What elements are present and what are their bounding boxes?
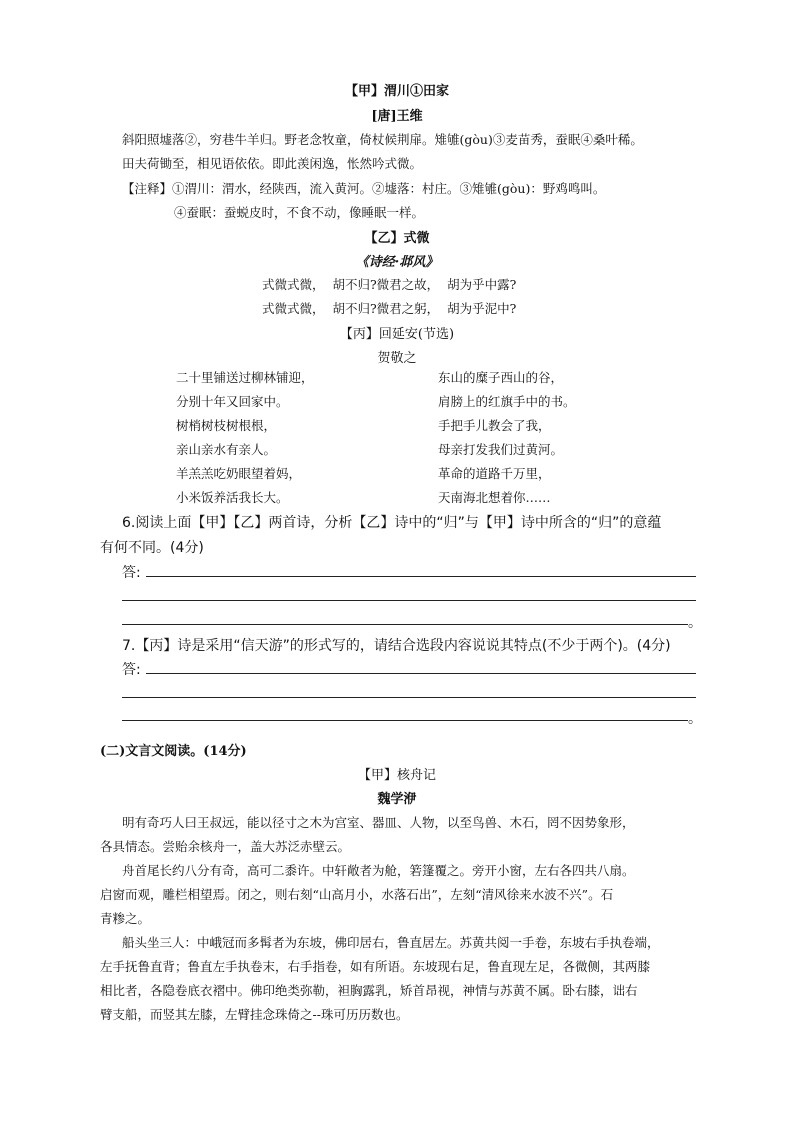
poem-yi-line: 式微式微， 胡不归?微君之躬， 胡为乎泥中? [262, 301, 517, 316]
poem-jia-line: 田夫荷锄至，相见语依依。即此羡闲逸，怅然吟式微。 [122, 156, 423, 171]
poem-bing-left-line: 二十里铺送过柳林铺迎， [176, 370, 314, 385]
question-7-answer-line[interactable] [146, 673, 696, 674]
question-6-answer-line[interactable] [122, 624, 688, 625]
poem-bing-right-line: 东山的糜子西山的谷， [438, 370, 564, 385]
section-2-heading: (二)文言文阅读。(14分) [100, 744, 247, 759]
section-2-line: 船头坐三人：中峨冠而多髯者为东坡，佛印居右，鲁直居左。苏黄共阅一手卷，东坡右手执卷端， [122, 935, 660, 950]
section-2-author: 魏学洢 [377, 792, 417, 807]
poem-jia-note: 【注释】①渭川：渭水，经陕西，流入黄河。②墟落：村庄。③雉雊(gòu)：野鸡鸣叫。 [122, 181, 606, 196]
section-2-line: 相比者，各隐卷底衣褶中。佛印绝类弥勒，袒胸露乳，矫首昂视，神情与苏黄不属。卧右膝，诎右 [100, 983, 638, 998]
question-6-answer-label: 答: [122, 565, 141, 581]
poem-bing-left-line: 羊羔羔吃奶眼望着妈， [176, 466, 302, 481]
section-2-line: 青糁之。 [100, 911, 151, 926]
question-7-answer-line[interactable] [122, 697, 696, 698]
poem-bing-right-line: 天南海北想着你…… [438, 490, 551, 505]
section-2-line: 各具情态。尝贻余核舟一，盖大苏泛赤壁云。 [100, 839, 351, 854]
question-7-answer-label: 答: [122, 662, 141, 678]
section-2-line: 启窗而观，雕栏相望焉。闭之，则右刻“山高月小，水落石出”，左刻“清风徐来水波不兴”。石 [100, 887, 614, 902]
poem-jia-title: 【甲】渭川①田家 [344, 84, 449, 99]
section-2-line: 臂支船，而竖其左膝，左臂挂念珠倚之--珠可历历数也。 [100, 1007, 409, 1022]
question-7-text: 7.【丙】诗是采用“信天游”的形式写的，请结合选段内容说说其特点(不少于两个)。(4分) [122, 638, 671, 654]
poem-bing-author: 贺敬之 [377, 351, 417, 366]
section-2-title: 【甲】核舟记 [357, 768, 436, 783]
poem-jia-author: [唐]王维 [371, 109, 423, 124]
question-6-answer-line[interactable] [122, 600, 696, 601]
question-6-end-mark: 。 [688, 615, 702, 631]
poem-bing-right-column [438, 366, 576, 510]
poem-yi-source: 《诗经·邶风》 [355, 255, 439, 270]
poem-bing-right-line: 肩膀上的红旗手中的书。 [438, 394, 576, 409]
section-2-line: 左手抚鲁直背；鲁直左手执卷末，右手指卷，如有所语。东坡现右足，鲁直现左足，各微侧，其两膝 [100, 959, 651, 974]
question-7-end-mark: 。 [688, 711, 702, 727]
poem-bing-right-line: 母亲打发我们过黄河。 [438, 442, 564, 457]
poem-bing-left-line: 亲山亲水有亲人。 [176, 442, 277, 457]
section-2-line: 明有奇巧人曰王叔远，能以径寸之木为宫室、器皿、人物，以至鸟兽、木石，罔不因势象形， [122, 815, 635, 830]
question-6-text: 6.阅读上面【甲】【乙】两首诗，分析【乙】诗中的“归”与【甲】诗中所含的“归”的意蕴 [122, 515, 662, 531]
poem-jia-line: 斜阳照墟落②，穷巷牛羊归。野老念牧童，倚杖候荆扉。雉雊(gòu)③麦苗秀，蚕眠④桑叶稀。 [122, 132, 643, 147]
poem-bing-right-line: 革命的道路千万里， [438, 466, 551, 481]
poem-bing-left-column [176, 366, 314, 510]
question-7-answer-line[interactable] [122, 720, 688, 721]
poem-bing-left-line: 分别十年又回家中。 [176, 394, 289, 409]
poem-bing-left-line: 树梢树枝树根根， [176, 418, 277, 433]
poem-jia-note: ④蚕眠：蚕蜕皮时，不食不动，像睡眠一样。 [174, 205, 425, 220]
poem-yi-title: 【乙】式微 [364, 231, 430, 246]
poem-bing-title: 【丙】回延安(节选) [339, 327, 455, 342]
section-2-line: 舟首尾长约八分有奇，高可二黍许。中轩敞者为舱，箬篷覆之。旁开小窗，左右各四共八扇。 [122, 863, 635, 878]
poem-bing-right-line: 手把手儿教会了我， [438, 418, 551, 433]
poem-bing-left-line: 小米饭养活我长大。 [176, 490, 289, 505]
question-6-text-cont: 有何不同。(4分) [100, 540, 204, 556]
poem-yi-line: 式微式微， 胡不归?微君之故， 胡为乎中露? [262, 277, 517, 292]
question-6-answer-line[interactable] [146, 576, 696, 577]
